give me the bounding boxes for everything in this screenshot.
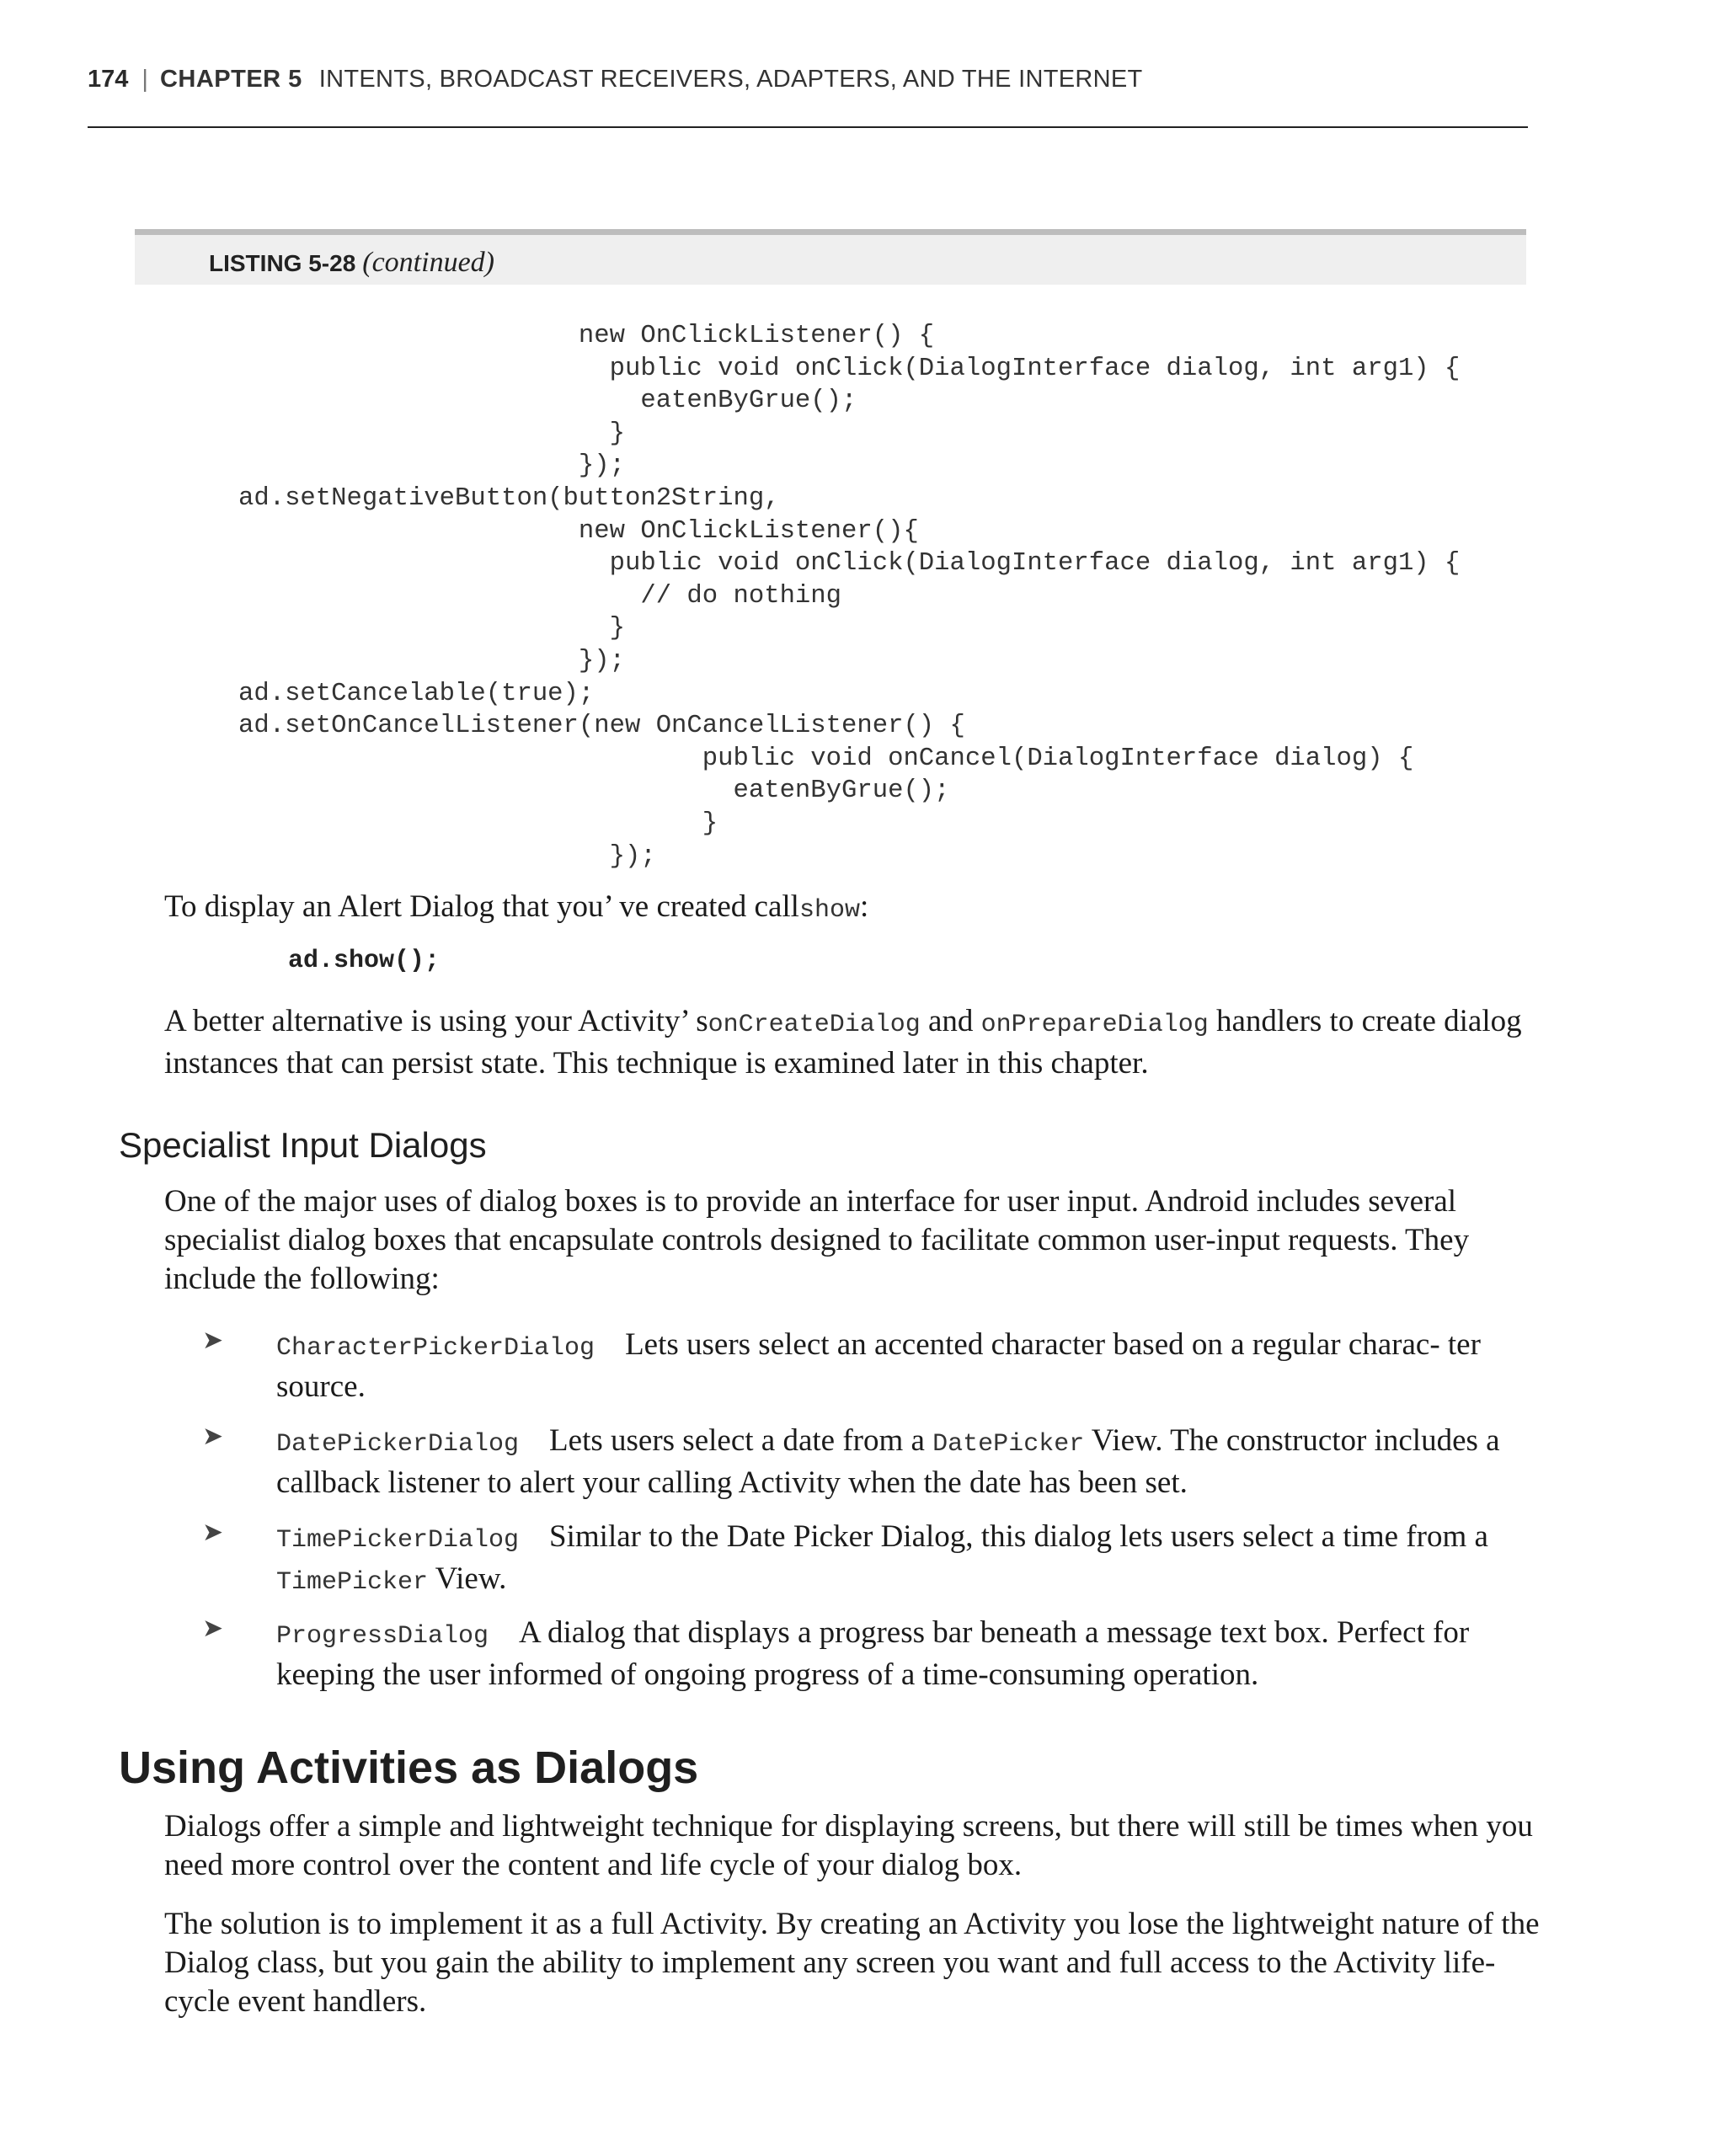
text: View. The constructor includes a callback listener to alert your calling Activity when the date has been set. xyxy=(276,1423,1500,1500)
page-number: 174 xyxy=(88,66,129,93)
paragraph-better-alternative xyxy=(164,1002,1546,1083)
listing-number: LISTING 5-28 xyxy=(209,250,356,276)
section-heading-activities: Using Activities as Dialogs xyxy=(119,1742,699,1793)
text: : xyxy=(859,889,869,924)
listing-continued: (continued) xyxy=(362,247,494,278)
running-header xyxy=(88,66,1528,93)
inline-code: onCreateDialog xyxy=(708,1011,921,1039)
text: Lets users select an accented character based on a regular charac- ter source. xyxy=(276,1327,1481,1404)
list-item xyxy=(202,1422,1550,1502)
list-item-term: TimePickerDialog xyxy=(276,1526,520,1555)
list-item-term: ProgressDialog xyxy=(276,1622,489,1651)
arrow-bullet-icon: ➤ xyxy=(202,1518,224,1547)
list-item-text xyxy=(276,1518,1550,1602)
text: To display an Alert Dialog that you’ ve created call xyxy=(164,889,799,924)
section-heading-specialist: Specialist Input Dialogs xyxy=(119,1125,487,1165)
text: Lets users select a date from a xyxy=(549,1423,933,1458)
list-item-text xyxy=(276,1614,1550,1698)
header-separator: | xyxy=(142,66,148,93)
inline-code: TimePicker xyxy=(276,1568,429,1597)
paragraph-activities-1: Dialogs offer a simple and lightweight technique for displaying screens, but there will still be times when you need more control over the content and life cycle of your dialog box. xyxy=(164,1809,1533,1882)
paragraph-display-dialog xyxy=(164,888,1546,930)
list-item-text xyxy=(276,1326,1550,1410)
listing-caption-bar xyxy=(135,229,1526,285)
list-item xyxy=(202,1326,1550,1410)
code-listing: new OnClickListener() { public void onClick(DialogInterface dialog, int arg1) { eatenByGrue(); } }); ad.setNegativeButton(button2String, new OnClickListener(){ public void onClick(DialogInterface dialog, int arg1) { // do nothing } }); ad.setCancelable(true); ad.setOnCancelListener(new OnCancelListener() { public void onCancel(DialogInterface dialog) { eatenByGrue(); } }); xyxy=(238,322,1461,871)
text: handlers to create dialog instances that can persist state. This technique is examined later in this chapter. xyxy=(164,1004,1522,1081)
text: A dialog that displays a progress bar beneath a message text box. Perfect for keeping the user informed of ongoing progress of a time-consuming operation. xyxy=(276,1615,1470,1692)
inline-code: show xyxy=(798,896,860,925)
arrow-bullet-icon: ➤ xyxy=(202,1614,224,1643)
paragraph-specialist-intro: One of the major uses of dialog boxes is to provide an interface for user input. Android includes several specialist dialog boxes that encapsulate controls designed to facilitate common user-input requests. They include the following: xyxy=(164,1184,1470,1296)
inline-code: onPrepareDialog xyxy=(980,1011,1209,1039)
arrow-bullet-icon: ➤ xyxy=(202,1326,224,1355)
paragraph-activities-2: The solution is to implement it as a full Activity. By creating an Activity you lose the lightweight nature of the Dialog class, but you gain the ability to implement any screen you want and full access to the Activity life-cycle event handlers. xyxy=(164,1907,1540,2019)
list-item xyxy=(202,1614,1550,1698)
chapter-title: INTENTS, BROADCAST RECEIVERS, ADAPTERS, AND THE INTERNET xyxy=(318,66,1143,93)
chapter-label: CHAPTER 5 xyxy=(159,66,302,93)
text: A better alternative is using your Activity’ s xyxy=(164,1004,708,1038)
text: View. xyxy=(428,1561,507,1596)
list-item xyxy=(202,1518,1550,1602)
text: Similar to the Date Picker Dialog, this dialog lets users select a time from a xyxy=(549,1519,1488,1554)
list-item-text xyxy=(276,1422,1550,1502)
code-command: ad.show(); xyxy=(288,947,441,975)
list-item-term: CharacterPickerDialog xyxy=(276,1334,595,1363)
header-rule xyxy=(88,126,1528,128)
inline-code: DatePicker xyxy=(932,1430,1085,1459)
text: and xyxy=(920,1004,981,1038)
list-item-term: DatePickerDialog xyxy=(276,1430,520,1459)
arrow-bullet-icon: ➤ xyxy=(202,1422,224,1451)
listing-label xyxy=(209,247,494,279)
